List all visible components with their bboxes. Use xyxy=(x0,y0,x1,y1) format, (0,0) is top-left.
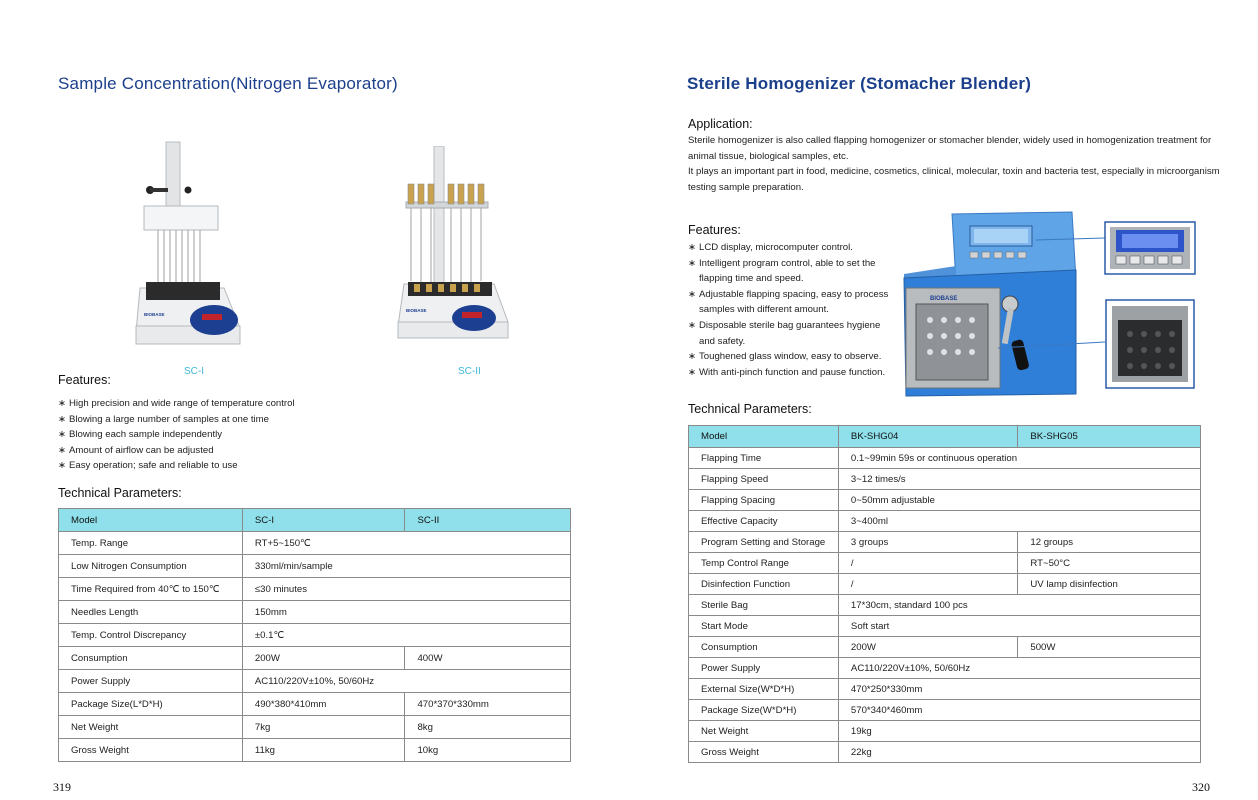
list-item: ∗ Intelligent program control, able to set the xyxy=(688,257,876,269)
table-cell: 10kg xyxy=(405,739,571,762)
application-heading: Application: xyxy=(688,117,753,131)
list-item: ∗ Blowing each sample independently xyxy=(58,429,223,441)
table-cell: Net Weight xyxy=(59,716,243,739)
table-cell: Start Mode xyxy=(689,616,839,637)
table-cell: Effective Capacity xyxy=(689,511,839,532)
list-item: samples with different amount. xyxy=(699,304,829,316)
left-page-number: 319 xyxy=(53,780,71,794)
table-row xyxy=(59,532,571,555)
table-row xyxy=(689,595,1201,616)
right-features-heading: Features: xyxy=(688,223,741,237)
sc2-caption: SC-II xyxy=(458,366,481,377)
table-row xyxy=(59,578,571,601)
list-item: ∗ Toughened glass window, easy to observe. xyxy=(688,351,882,363)
left-tech-heading: Technical Parameters: xyxy=(58,486,182,500)
table-cell: Gross Weight xyxy=(59,739,243,762)
table-cell: Flapping Speed xyxy=(689,469,839,490)
table-cell: External Size(W*D*H) xyxy=(689,679,839,700)
table-row xyxy=(689,532,1201,553)
table-row xyxy=(689,490,1201,511)
table-row xyxy=(689,448,1201,469)
table-cell: 17*30cm, standard 100 pcs xyxy=(838,595,1200,616)
table-header-row xyxy=(59,509,571,532)
table-row xyxy=(59,670,571,693)
left-page-title: Sample Concentration(Nitrogen Evaporator) xyxy=(58,74,398,93)
table-cell: ±0.1℃ xyxy=(242,624,570,647)
table-cell: Time Required from 40℃ to 150℃ xyxy=(59,578,243,601)
table-header-row xyxy=(689,426,1201,448)
table-cell: Flapping Time xyxy=(689,448,839,469)
table-cell: 12 groups xyxy=(1018,532,1201,553)
list-item: ∗ Amount of airflow can be adjusted xyxy=(58,444,214,456)
table-header-cell: SC-I xyxy=(242,509,405,532)
nitrogen-evaporator-sc2-image xyxy=(394,146,516,346)
list-item: ∗ Disposable sterile bag guarantees hygiene xyxy=(688,319,881,331)
right-spec-table xyxy=(688,425,1201,763)
table-row xyxy=(689,721,1201,742)
table-cell: Consumption xyxy=(59,647,243,670)
list-item: ∗ LCD display, microcomputer control. xyxy=(688,242,853,253)
table-cell: Temp. Range xyxy=(59,532,243,555)
table-cell: 19kg xyxy=(838,721,1200,742)
list-item: ∗ Easy operation; safe and reliable to use xyxy=(58,460,238,472)
table-header-cell: Model xyxy=(689,426,839,448)
table-cell: 7kg xyxy=(242,716,405,739)
table-cell: 3 groups xyxy=(838,532,1017,553)
table-cell: Sterile Bag xyxy=(689,595,839,616)
table-row xyxy=(59,739,571,762)
list-item: ∗ With anti-pinch function and pause function. xyxy=(688,366,886,378)
table-row xyxy=(689,469,1201,490)
table-row xyxy=(689,637,1201,658)
table-cell: 11kg xyxy=(242,739,405,762)
table-cell: Flapping Spacing xyxy=(689,490,839,511)
table-cell: 150mm xyxy=(242,601,570,624)
left-features-list xyxy=(58,396,295,474)
table-cell: 0.1~99min 59s or continuous operation xyxy=(838,448,1200,469)
right-tech-heading: Technical Parameters: xyxy=(688,402,812,416)
table-cell: ≤30 minutes xyxy=(242,578,570,601)
table-cell: Power Supply xyxy=(689,658,839,679)
table-row xyxy=(59,555,571,578)
table-row xyxy=(689,616,1201,637)
table-cell: Package Size(W*D*H) xyxy=(689,700,839,721)
list-item: and safety. xyxy=(699,335,746,347)
table-cell: Program Setting and Storage xyxy=(689,532,839,553)
table-cell: UV lamp disinfection xyxy=(1018,574,1201,595)
table-cell: / xyxy=(838,553,1017,574)
table-row xyxy=(689,679,1201,700)
table-row xyxy=(689,553,1201,574)
table-cell: Temp Control Range xyxy=(689,553,839,574)
left-features-heading: Features: xyxy=(58,373,111,387)
table-header-cell: BK-SHG04 xyxy=(838,426,1017,448)
list-item: flapping time and speed. xyxy=(699,273,804,285)
right-page-number: 320 xyxy=(1192,780,1210,794)
sc2-brand-label: BIOBASE xyxy=(406,308,427,313)
table-row xyxy=(689,574,1201,595)
table-cell: 570*340*460mm xyxy=(838,700,1200,721)
left-spec-table xyxy=(58,508,571,762)
table-cell: RT+5~150℃ xyxy=(242,532,570,555)
table-cell: 500W xyxy=(1018,637,1201,658)
table-cell: 8kg xyxy=(405,716,571,739)
table-cell: Temp. Control Discrepancy xyxy=(59,624,243,647)
table-cell: 400W xyxy=(405,647,571,670)
table-cell: Needles Length xyxy=(59,601,243,624)
table-cell: Soft start xyxy=(838,616,1200,637)
table-cell: RT~50°C xyxy=(1018,553,1201,574)
table-cell: AC110/220V±10%, 50/60Hz xyxy=(242,670,570,693)
table-cell: Power Supply xyxy=(59,670,243,693)
table-row xyxy=(59,647,571,670)
table-cell: Consumption xyxy=(689,637,839,658)
nitrogen-evaporator-sc1-image xyxy=(128,140,250,352)
homogenizer-brand-label: BIOBASE xyxy=(930,296,958,302)
table-cell: 470*250*330mm xyxy=(838,679,1200,700)
table-cell: / xyxy=(838,574,1017,595)
table-cell: 200W xyxy=(242,647,405,670)
table-cell: Package Size(L*D*H) xyxy=(59,693,243,716)
table-row xyxy=(689,658,1201,679)
table-header-cell: BK-SHG05 xyxy=(1018,426,1201,448)
sc1-caption: SC-I xyxy=(184,366,204,377)
right-page-title: Sterile Homogenizer (Stomacher Blender) xyxy=(687,74,1032,93)
homogenizer-image xyxy=(900,208,1200,400)
table-header-cell: Model xyxy=(59,509,243,532)
table-cell: 470*370*330mm xyxy=(405,693,571,716)
right-features-list xyxy=(688,240,888,380)
sc1-brand-label: BIOBASE xyxy=(144,312,165,317)
table-cell: Net Weight xyxy=(689,721,839,742)
table-row xyxy=(59,716,571,739)
table-header-cell: SC-II xyxy=(405,509,571,532)
table-row xyxy=(59,624,571,647)
table-cell: 490*380*410mm xyxy=(242,693,405,716)
table-cell: 22kg xyxy=(838,742,1200,763)
table-cell: 0~50mm adjustable xyxy=(838,490,1200,511)
table-row xyxy=(59,693,571,716)
table-cell: 3~12 times/s xyxy=(838,469,1200,490)
table-cell: Disinfection Function xyxy=(689,574,839,595)
list-item: ∗ Adjustable flapping spacing, easy to process xyxy=(688,288,889,300)
list-item: ∗ High precision and wide range of temperature control xyxy=(58,398,295,409)
table-row xyxy=(59,601,571,624)
table-cell: 3~400ml xyxy=(838,511,1200,532)
application-text: Sterile homogenizer is also called flapping homogenizer or stomacher blender, widely used in homogenization treatment for animal tissue, biological samples, etc. It plays an important part in food, medicine, cosmetics, clinical, molecular, toxin and bacteria test, especially in microorganism testing sample preparation. xyxy=(688,135,1220,193)
table-cell: Low Nitrogen Consumption xyxy=(59,555,243,578)
table-cell: 330ml/min/sample xyxy=(242,555,570,578)
table-cell: AC110/220V±10%, 50/60Hz xyxy=(838,658,1200,679)
table-cell: 200W xyxy=(838,637,1017,658)
list-item: ∗ Blowing a large number of samples at one time xyxy=(58,413,269,425)
table-row xyxy=(689,742,1201,763)
table-cell: Gross Weight xyxy=(689,742,839,763)
table-row xyxy=(689,511,1201,532)
table-row xyxy=(689,700,1201,721)
